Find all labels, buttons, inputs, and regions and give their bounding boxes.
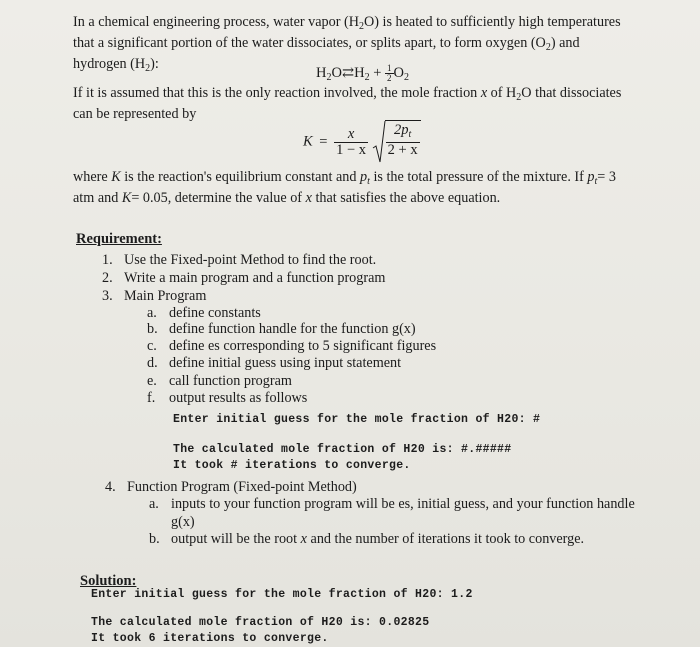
function-subitem: a. inputs to your function program will be es, initial guess, and your function handle: [149, 496, 635, 512]
intro-line-3: hydrogen $(H_2)$:: [73, 56, 159, 74]
where-line-2: atm and K= 0.05, determine the value of x that satisfies the above equation.: [73, 190, 501, 206]
assumption-line-2: can be represented by: [73, 106, 197, 122]
main-subitem: e. call function program: [147, 373, 292, 389]
equilibrium-formula: K = $\frac{x}{1 - x}$ $\frac{2p_t}{2 + x}$: [303, 120, 422, 164]
where-line-1: where K is the reaction's equilibrium constant and $p_t$ is the total pressure of the mixture. If $p_t= 3$: [73, 169, 616, 187]
assumption-line-1: If it is assumed that this is the only reaction involved, the mole fraction x of $H_2O$ that dissociates: [73, 85, 622, 103]
requirement-item: 3. Main Program: [102, 288, 207, 304]
reaction-equation: $H_2O⇄H_2$ + $\frac{1}{2}$ $O_2$: [316, 63, 410, 83]
function-subitem: b. output will be the root x and the number of iterations it took to converge.: [149, 531, 585, 547]
inner-fraction: $\frac{2p_t}{2 + x}$: [387, 122, 418, 158]
main-fraction: $\frac{x}{1 - x}$: [336, 125, 367, 158]
half-fraction: $\frac{1}{2}$: [387, 63, 392, 83]
function-subitem-continued: g(x): [171, 514, 195, 530]
main-subitem: d. define initial guess using input statement: [147, 355, 402, 371]
main-subitem: c. define es corresponding to 5 significant figures: [147, 338, 437, 354]
intro-line-2: that a significant portion of the water dissociates, or splits apart, to form oxygen $(O_2)$ and: [73, 35, 580, 53]
main-subitem: b. define function handle for the function g(x): [147, 321, 416, 337]
sqrt-term: [372, 120, 422, 164]
equilibrium-arrow-icon: ⇄: [341, 64, 355, 81]
intro-line-1: In a chemical engineering process, water vapor $(H_2O)$ is heated to sufficiently high temperatures: [73, 14, 621, 32]
requirement-item: 2. Write a main program and a function program: [102, 270, 386, 286]
solution-output-line-2: The calculated mole fraction of H20 is: 0.02825: [91, 616, 430, 629]
where-paragraph: [73, 169, 683, 206]
code-sample-line-2: The calculated mole fraction of H20 is: #.#####: [173, 443, 512, 456]
sqrt-icon: [372, 120, 386, 164]
code-sample-line-1: Enter initial guess for the mole fraction of H20: #: [173, 413, 541, 426]
solution-output-line-3: It took 6 iterations to converge.: [91, 632, 329, 645]
main-subitem: a. define constants: [147, 305, 261, 321]
code-sample-line-3: It took # iterations to converge.: [173, 459, 411, 472]
requirement-item: 4. Function Program (Fixed-point Method): [105, 479, 357, 495]
main-subitem: f. output results as follows: [147, 390, 308, 406]
requirement-heading: Requirement:: [76, 231, 162, 247]
assumption-paragraph: [73, 85, 673, 122]
requirement-item: 1. Use the Fixed-point Method to find the root.: [102, 252, 377, 268]
solution-output-line-1: Enter initial guess for the mole fraction of H20: 1.2: [91, 588, 473, 601]
solution-heading: Solution:: [80, 573, 137, 589]
